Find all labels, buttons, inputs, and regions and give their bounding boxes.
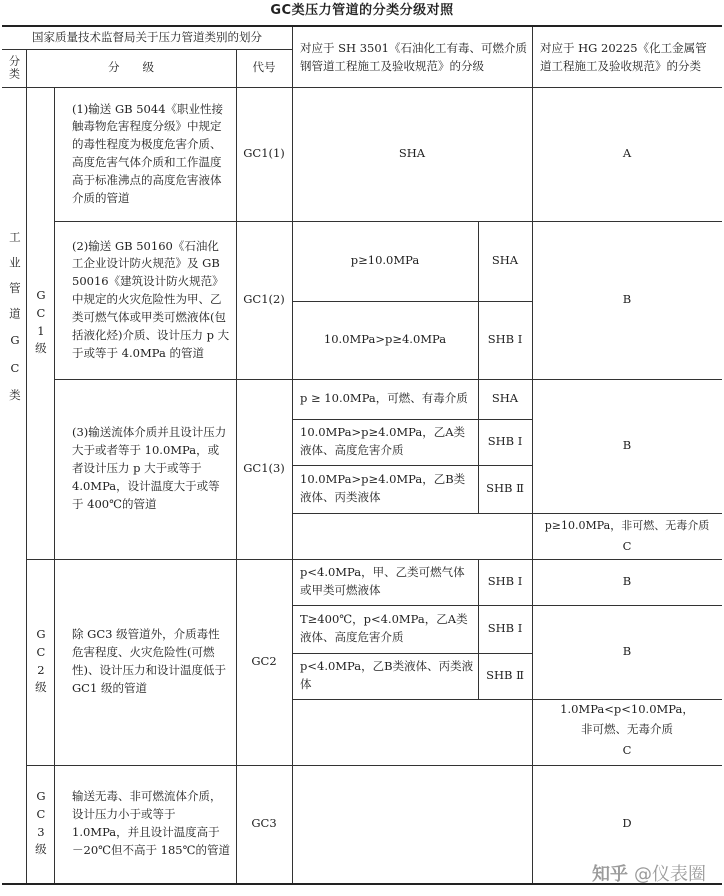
gc3-code: GC3: [251, 816, 277, 831]
gc1-3-grade-2: SHB Ⅰ: [487, 434, 523, 449]
gc1-1-code: GC1(1): [243, 146, 285, 161]
hline-header-bottom: [2, 87, 722, 88]
gc2-hg-extra-line2: 非可燃、无毒介质: [581, 722, 673, 737]
gc1-2-grade-2: SHB Ⅰ: [487, 332, 523, 347]
gc2-cond-1: p<4.0MPa，甲、乙类可燃气体或甲类可燃液体: [300, 565, 465, 597]
gc2-grade-1: SHB Ⅰ: [487, 574, 523, 589]
watermark: [592, 860, 706, 886]
gc3-desc: 输送无毒、非可燃流体介质，设计压力小于或等于 1.0MPa，并且设计温度高于－20℃但不高于 185℃的管道: [72, 789, 230, 857]
hline-gc1-2: [54, 379, 722, 380]
gc1-2-cond-2: 10.0MPa>p≥4.0MPa: [323, 332, 447, 347]
hline-gc2: [26, 765, 722, 766]
hline-gc1-2-sub: [292, 301, 532, 302]
vline-sh: [292, 27, 293, 883]
gc1-1-desc: (1)输送 GB 5044《职业性接触毒物危害程度分级》中规定的毒性程度为极度危害介质、高度危害气体介质和工作温度高于标准沸点的高度危害液体介质的管道: [72, 101, 224, 205]
hline-header-sub: [2, 49, 292, 50]
hline-gc1-1: [54, 221, 722, 222]
gc1-3-hg-extra-cond: p≥10.0MPa，非可燃、无毒介质: [544, 519, 710, 533]
gc2-hg-1: B: [622, 574, 632, 589]
gc1-1-hg: A: [622, 146, 632, 161]
gc1-3-grade-3: SHB Ⅱ: [486, 481, 524, 496]
header-code: 代号: [252, 60, 276, 75]
gc2-cond-3: p<4.0MPa，乙B类液体、丙类液体: [300, 659, 474, 691]
gc1-1-sh: SHA: [398, 146, 426, 161]
gc2-hg-extra-class: C: [622, 743, 632, 758]
gc1-2-cond-1: p≥10.0MPa: [350, 253, 420, 268]
table-title: GC类压力管道的分类分级对照: [270, 3, 454, 18]
gc1-3-grade-1: SHA: [491, 391, 519, 406]
gc2-desc: 除 GC3 级管道外，介质毒性危害程度、火灾危险性(可燃性)、设计压力和设计温度低于 GC1 级的管道: [72, 627, 226, 695]
watermark-user: @仪表圈: [634, 864, 706, 885]
hline-gc2-sub3: [292, 699, 722, 700]
hline-gc1-3-sub3: [292, 513, 722, 514]
header-sh: 对应于 SH 3501《石油化工有毒、可燃介质钢管道工程施工及验收规范》的分级: [300, 41, 527, 73]
group-gc1-label: GC1级: [33, 288, 48, 358]
vline-category: [26, 49, 27, 883]
gc1-3-code: GC1(3): [243, 461, 285, 476]
gc2-cond-2: T≥400℃，p<4.0MPa，乙A类液体、高度危害介质: [300, 612, 468, 644]
group-gc3-label: GC3级: [33, 789, 48, 859]
vline-code: [236, 49, 237, 883]
gc2-hg-mid: B: [622, 644, 632, 659]
gc1-3-hg: B: [622, 438, 632, 453]
hline-gc1-3-sub2: [292, 465, 532, 466]
gc3-hg: D: [622, 816, 632, 831]
header-category: 分类: [7, 55, 21, 81]
gc1-3-desc: (3)输送流体介质并且设计压力大于或者等于 10.0MPa，或者设计压力 p 大于或等于 4.0MPa，设计温度大于或等于 400℃的管道: [72, 425, 227, 511]
header-hg: 对应于 HG 20225《化工金属管道工程施工及验收规范》的分类: [540, 41, 707, 73]
gc1-2-hg: B: [622, 292, 632, 307]
gc2-hg-extra-line1: 1.0MPa<p<10.0MPa，: [560, 702, 694, 717]
gc1-2-code: GC1(2): [243, 292, 285, 307]
hline-gc1-3-sub1: [292, 419, 532, 420]
header-org: 国家质量技术监督局关于压力管道类别的划分: [32, 30, 262, 45]
gc1-2-desc: (2)输送 GB 50160《石油化工企业设计防火规范》及 GB 50016《建筑设计防火规范》中规定的火灾危险性为甲、乙类可燃气体或甲类可燃液体(包括液化烃)介质、设计压力 p 大于或等于 4.0MPa 的管道: [72, 238, 230, 360]
group-gc2-label: GC2级: [33, 627, 48, 697]
vline-sh-grade-b: [478, 559, 479, 699]
vline-hg: [532, 27, 533, 883]
vline-sh-grade-a: [478, 221, 479, 513]
gc2-code: GC2: [251, 654, 277, 669]
hline-gc1: [26, 559, 722, 560]
gc1-2-grade-1: SHA: [491, 253, 519, 268]
gc1-3-hg-extra-class: C: [622, 539, 632, 554]
gc1-3-cond-2: 10.0MPa>p≥4.0MPa，乙A类液体、高度危害介质: [300, 425, 466, 457]
hline-gc2-sub2: [292, 653, 532, 654]
gc2-grade-3: SHB Ⅱ: [486, 668, 524, 683]
header-grade: 分 级: [108, 60, 154, 75]
hline-gc2-sub1: [292, 605, 722, 606]
category-main: 工业管道GC类: [7, 231, 22, 415]
watermark-brand: 知乎: [592, 864, 628, 885]
vline-group: [54, 87, 55, 883]
gc1-3-cond-1: p ≥ 10.0MPa，可燃、有毒介质: [300, 391, 468, 406]
gc2-grade-2: SHB Ⅰ: [487, 621, 523, 636]
gc1-3-cond-3: 10.0MPa>p≥4.0MPa，乙B类液体、丙类液体: [300, 472, 466, 504]
